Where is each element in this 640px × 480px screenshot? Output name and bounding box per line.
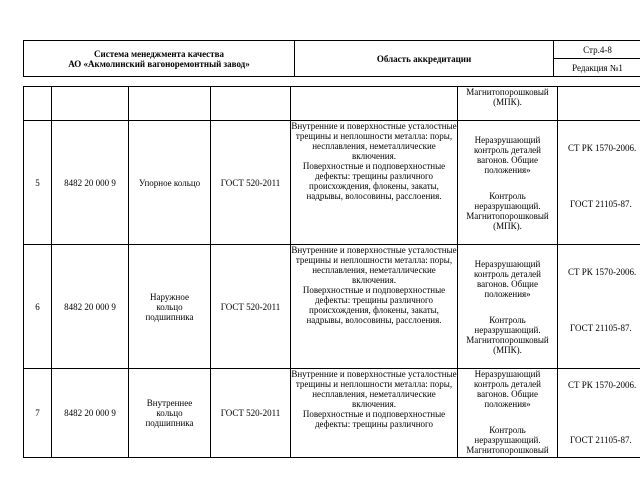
row-defects: [291, 121, 458, 245]
row-number: 5: [24, 121, 52, 245]
row-method-magnetic: Контроль неразрушающий. Магнитопорошковый (МПК).: [466, 314, 549, 355]
row-method-general: Неразрушающий контроль деталей вагонов. Общие положения»: [474, 369, 541, 409]
row-method-general: Неразрушающий контроль деталей вагонов. Общие положения»: [474, 258, 541, 299]
row-name: [129, 245, 211, 369]
row-defects: [291, 245, 458, 369]
document-header: [23, 40, 640, 77]
row-name: Упорное кольцо: [129, 121, 211, 245]
row-defects: [291, 87, 458, 121]
row-standard-2: ГОСТ 21105-87.: [570, 323, 632, 333]
row-name: [129, 369, 211, 458]
row-standard-2: ГОСТ 21105-87.: [570, 435, 632, 445]
row-standard-2: ГОСТ 21105-87.: [570, 199, 632, 209]
accreditation-table: [23, 86, 640, 458]
row-method-magnetic: Контроль неразрушающий. Магнитопорошковый (МПК).: [466, 190, 549, 231]
row-method-magnetic: Контроль неразрушающий. Магнитопорошковый: [466, 425, 549, 455]
table-row: [24, 87, 640, 121]
row-gost: ГОСТ 520-2011: [211, 245, 291, 369]
edition-label: Редакция №1: [554, 59, 640, 77]
table-row: [24, 245, 640, 369]
row-standard-1: СТ РК 1570-2006.: [568, 267, 637, 277]
row-method-general: Неразрушающий контроль деталей вагонов. Общие положения»: [474, 134, 541, 175]
page-number: Стр.4-8: [554, 41, 640, 59]
row-defects-internal: Внутренние и поверхностные усталостные трещины и неплошности металла: поры, несплавления, неметаллические включения.: [291, 121, 457, 161]
row-gost: ГОСТ 520-2011: [211, 369, 291, 458]
row-defects-surface: Поверхностные и подповерхностные дефекты: трещины различного происхождения, флокены, закаты, надрывы, волосовины, расслоения.: [302, 285, 446, 325]
row-standard-1: СТ РК 1570-2006.: [568, 380, 637, 390]
row-name: [129, 87, 211, 121]
row-name-text: Наружное кольцо подшипника: [145, 291, 194, 322]
row-number: 6: [24, 245, 52, 369]
table-row: [24, 369, 640, 458]
row-defects-surface: Поверхностные и подповерхностные дефекты: трещины различного происхождения, флокены, закаты, надрывы, волосовины, расслоения.: [302, 161, 446, 201]
row-standard-1: СТ РК 1570-2006.: [568, 143, 637, 153]
row-code: 8482 20 000 9: [52, 245, 129, 369]
row-code: 8482 20 000 9: [52, 121, 129, 245]
row-standard: [558, 121, 640, 245]
row-defects-surface: Поверхностные и подповерхностные дефекты: трещины различного: [302, 409, 446, 429]
row-method: [458, 121, 558, 245]
row-defects: [291, 369, 458, 458]
row-gost: [211, 87, 291, 121]
row-method: [458, 245, 558, 369]
row-code: [52, 87, 129, 121]
row-defects-internal: Внутренние и поверхностные усталостные трещины и неплошности металла: поры, несплавления, неметаллические включения.: [291, 245, 457, 285]
row-number: 7: [24, 369, 52, 458]
row-gost: ГОСТ 520-2011: [211, 121, 291, 245]
table-row: [24, 121, 640, 245]
row-method: [458, 369, 558, 458]
row-name-text: Внутреннее кольцо подшипника: [145, 398, 194, 428]
row-standard: [558, 245, 640, 369]
row-defects-internal: Внутренние и поверхностные усталостные трещины и неплошности металла: поры, несплавления, неметаллические включения.: [291, 369, 457, 409]
row-code: 8482 20 000 9: [52, 369, 129, 458]
system-title-line2: АО «Акмолинский вагоноремонтный завод»: [68, 58, 250, 69]
row-standard: [558, 369, 640, 458]
row-number: [24, 87, 52, 121]
row-method-text: Магнитопорошковый (МПК).: [466, 87, 549, 107]
area-title: Область аккредитации: [295, 41, 554, 77]
system-title-line1: Система менеджмента качества: [94, 48, 224, 59]
row-standard: [558, 87, 640, 121]
row-method: [458, 87, 558, 121]
system-title: [24, 41, 295, 77]
